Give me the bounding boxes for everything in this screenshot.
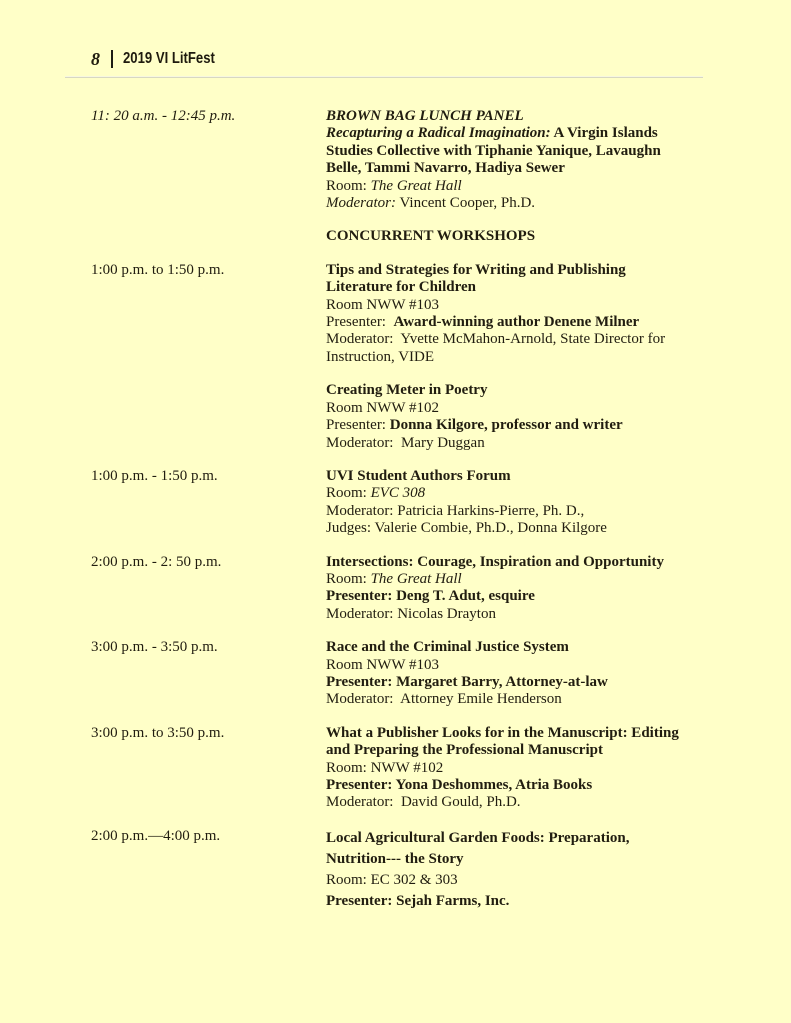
- session-line: [326, 178, 735, 195]
- session-details: [326, 725, 735, 812]
- text-segment: Local Agricultural Garden Foods: Preparation,: [326, 829, 630, 846]
- text-segment: Moderator: Patricia Harkins-Pierre, Ph. D.,: [326, 502, 585, 519]
- text-segment: Donna Kilgore, professor and writer: [389, 417, 623, 434]
- text-segment: Studies Collective with Tiphanie Yanique, Lavaughn: [326, 142, 661, 159]
- session-details: [326, 639, 735, 709]
- session-line: [326, 349, 735, 366]
- session-line: [326, 195, 735, 212]
- session-details: [326, 262, 735, 366]
- session-line: [326, 143, 735, 160]
- text-segment: Room NWW #102: [326, 399, 440, 416]
- text-segment: Award-winning author Denene Milner: [393, 314, 640, 331]
- text-segment: Moderator: Nicolas Drayton: [326, 605, 496, 622]
- text-segment: CONCURRENT WORKSHOPS: [326, 228, 536, 245]
- session-line: [326, 520, 735, 537]
- text-segment: Recapturing a Radical Imagination:: [326, 125, 551, 142]
- session-details: [326, 554, 735, 624]
- session-line: [326, 657, 735, 674]
- session-line: [326, 331, 735, 348]
- text-segment: BROWN BAG LUNCH PANEL: [326, 108, 524, 124]
- text-segment: Presenter: Deng T. Adut, esquire: [326, 588, 535, 605]
- session-line: [326, 777, 735, 794]
- session-line: [326, 571, 735, 588]
- text-segment: A Virgin Islands: [550, 125, 658, 142]
- text-segment: Presenter: Yona Deshommes, Atria Books: [326, 777, 593, 793]
- session-line: [326, 828, 735, 849]
- session-details: [326, 828, 735, 912]
- session-time: 2:00 p.m.—4:00 p.m.: [91, 827, 221, 844]
- session-line: [326, 870, 735, 891]
- text-segment: What a Publisher Looks for in the Manuscript: Editing: [326, 724, 679, 741]
- session-line: [326, 588, 735, 605]
- session-row: [65, 725, 735, 812]
- session-time: 2:00 p.m. - 2: 50 p.m.: [91, 553, 222, 570]
- text-segment: Intersections: Courage, Inspiration and Opportunity: [326, 553, 664, 570]
- session-time: 1:00 p.m. - 1:50 p.m.: [91, 467, 218, 484]
- text-segment: Presenter:: [326, 314, 394, 331]
- text-segment: Moderator: David Gould, Ph.D.: [326, 794, 521, 811]
- text-segment: EVC 308: [370, 485, 426, 502]
- session-time: 3:00 p.m. - 3:50 p.m.: [91, 639, 218, 656]
- header-title: 2019 VI LitFest: [123, 50, 215, 67]
- text-segment: Room: EC 302 & 303: [326, 871, 458, 888]
- text-segment: Creating Meter in Poetry: [326, 382, 488, 399]
- text-segment: Room NWW #103: [326, 296, 440, 313]
- session-line: [326, 725, 735, 742]
- text-segment: Presenter:: [326, 417, 390, 434]
- text-segment: and Preparing the Professional Manuscript: [326, 742, 603, 759]
- page-header: [91, 48, 735, 70]
- text-segment: UVI Student Authors Forum: [326, 467, 511, 484]
- text-segment: Vincent Cooper, Ph.D.: [396, 195, 536, 212]
- text-segment: The Great Hall: [370, 177, 462, 194]
- session-line: [326, 160, 735, 177]
- text-segment: Room NWW #103: [326, 656, 440, 673]
- session-row: [65, 228, 735, 245]
- text-segment: The Great Hall: [370, 570, 462, 587]
- session-line: [326, 554, 735, 571]
- session-line: [326, 691, 735, 708]
- session-line: [326, 639, 735, 656]
- text-segment: Nutrition--- the Story: [326, 850, 464, 867]
- text-segment: Literature for Children: [326, 279, 476, 296]
- text-segment: Tips and Strategies for Writing and Publishing: [326, 261, 626, 278]
- session-line: [326, 297, 735, 314]
- header-divider-bar: [111, 50, 113, 68]
- session-line: [326, 125, 735, 142]
- session-line: [326, 228, 735, 245]
- text-segment: Moderator: Mary Duggan: [326, 434, 485, 451]
- session-line: [326, 417, 735, 434]
- session-line: [326, 891, 735, 912]
- session-line: [326, 760, 735, 777]
- schedule-list: [65, 108, 735, 912]
- session-details: [326, 382, 735, 452]
- text-segment: Room: NWW #102: [326, 759, 444, 776]
- text-segment: Room:: [326, 570, 371, 587]
- text-segment: Moderator: Yvette McMahon-Arnold, State Director for: [326, 331, 666, 348]
- session-line: [326, 674, 735, 691]
- session-row: [65, 262, 735, 366]
- session-row: [65, 639, 735, 709]
- session-line: [326, 606, 735, 623]
- text-segment: Moderator:: [326, 195, 396, 212]
- session-line: [326, 400, 735, 417]
- text-segment: Room:: [326, 485, 371, 502]
- session-line: [326, 849, 735, 870]
- session-line: [326, 314, 735, 331]
- session-details: [326, 468, 735, 538]
- session-line: [326, 108, 735, 125]
- text-segment: Presenter: Sejah Farms, Inc.: [326, 892, 510, 909]
- session-line: [326, 435, 735, 452]
- session-time: [91, 382, 326, 452]
- session-line: [326, 485, 735, 502]
- header-rule: [65, 76, 703, 78]
- session-row: [65, 828, 735, 912]
- session-line: [326, 468, 735, 485]
- text-segment: Race and the Criminal Justice System: [326, 639, 569, 656]
- page-number: 8: [91, 49, 100, 69]
- session-row: [65, 108, 735, 212]
- session-line: [326, 742, 735, 759]
- session-row: [65, 382, 735, 452]
- text-segment: Room:: [326, 177, 371, 194]
- session-time: 3:00 p.m. to 3:50 p.m.: [91, 724, 225, 741]
- session-line: [326, 794, 735, 811]
- session-time: [91, 228, 326, 245]
- session-row: [65, 468, 735, 538]
- text-segment: Judges: Valerie Combie, Ph.D., Donna Kilgore: [326, 520, 607, 537]
- session-line: [326, 503, 735, 520]
- text-segment: Moderator: Attorney Emile Henderson: [326, 691, 562, 708]
- session-time: 11: 20 a.m. - 12:45 p.m.: [91, 108, 236, 124]
- session-line: [326, 382, 735, 399]
- session-line: [326, 279, 735, 296]
- session-line: [326, 262, 735, 279]
- session-details: [326, 228, 735, 245]
- session-time: 1:00 p.m. to 1:50 p.m.: [91, 261, 225, 278]
- text-segment: Presenter: Margaret Barry, Attorney-at-law: [326, 673, 608, 690]
- text-segment: Belle, Tammi Navarro, Hadiya Sewer: [326, 160, 565, 177]
- session-row: [65, 554, 735, 624]
- text-segment: Instruction, VIDE: [326, 348, 435, 365]
- session-details: [326, 108, 735, 212]
